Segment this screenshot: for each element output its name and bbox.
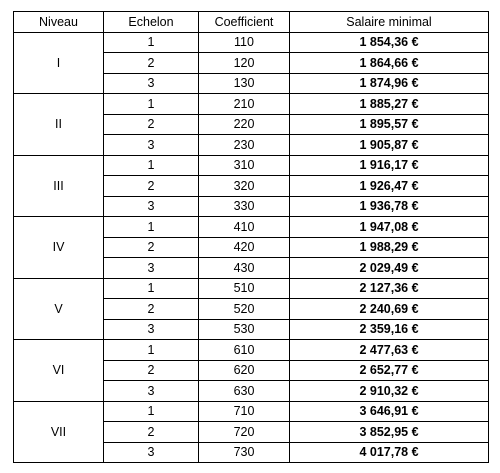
salary-table-body: [14, 32, 489, 463]
salary-cell: 2 910,32 €: [290, 381, 489, 402]
coefficient-cell: 110: [199, 32, 290, 53]
salary-cell: 1 854,36 €: [290, 32, 489, 53]
table-row: [14, 217, 489, 238]
header-coefficient: Coefficient: [199, 12, 290, 33]
niveau-cell: V: [14, 278, 104, 340]
table-row: [14, 340, 489, 361]
niveau-cell: III: [14, 155, 104, 217]
salary-cell: 1 895,57 €: [290, 114, 489, 135]
salary-cell: 1 926,47 €: [290, 176, 489, 197]
salary-cell: 1 874,96 €: [290, 73, 489, 94]
salary-table: [13, 11, 489, 463]
niveau-cell: IV: [14, 217, 104, 279]
echelon-cell: 3: [104, 442, 199, 463]
salary-cell: 2 477,63 €: [290, 340, 489, 361]
salary-cell: 1 864,66 €: [290, 53, 489, 74]
echelon-cell: 3: [104, 135, 199, 156]
coefficient-cell: 120: [199, 53, 290, 74]
coefficient-cell: 730: [199, 442, 290, 463]
salary-cell: 1 916,17 €: [290, 155, 489, 176]
coefficient-cell: 210: [199, 94, 290, 115]
echelon-cell: 3: [104, 73, 199, 94]
salary-cell: 3 852,95 €: [290, 422, 489, 443]
coefficient-cell: 320: [199, 176, 290, 197]
salary-cell: 2 029,49 €: [290, 258, 489, 279]
coefficient-cell: 510: [199, 278, 290, 299]
salary-cell: 1 885,27 €: [290, 94, 489, 115]
salary-cell: 2 359,16 €: [290, 319, 489, 340]
salary-cell: 2 127,36 €: [290, 278, 489, 299]
salary-cell: 1 947,08 €: [290, 217, 489, 238]
header-echelon: Echelon: [104, 12, 199, 33]
echelon-cell: 2: [104, 237, 199, 258]
header-niveau: Niveau: [14, 12, 104, 33]
coefficient-cell: 130: [199, 73, 290, 94]
echelon-cell: 2: [104, 360, 199, 381]
salary-cell: 2 240,69 €: [290, 299, 489, 320]
echelon-cell: 3: [104, 196, 199, 217]
coefficient-cell: 530: [199, 319, 290, 340]
header-salaire: Salaire minimal: [290, 12, 489, 33]
echelon-cell: 1: [104, 32, 199, 53]
echelon-cell: 2: [104, 422, 199, 443]
echelon-cell: 2: [104, 176, 199, 197]
table-row: [14, 401, 489, 422]
coefficient-cell: 710: [199, 401, 290, 422]
echelon-cell: 1: [104, 340, 199, 361]
echelon-cell: 3: [104, 319, 199, 340]
coefficient-cell: 420: [199, 237, 290, 258]
echelon-cell: 1: [104, 94, 199, 115]
coefficient-cell: 520: [199, 299, 290, 320]
coefficient-cell: 430: [199, 258, 290, 279]
echelon-cell: 2: [104, 299, 199, 320]
echelon-cell: 1: [104, 155, 199, 176]
salary-cell: 1 988,29 €: [290, 237, 489, 258]
table-row: [14, 278, 489, 299]
echelon-cell: 2: [104, 114, 199, 135]
echelon-cell: 3: [104, 381, 199, 402]
salary-cell: 3 646,91 €: [290, 401, 489, 422]
coefficient-cell: 720: [199, 422, 290, 443]
echelon-cell: 2: [104, 53, 199, 74]
coefficient-cell: 330: [199, 196, 290, 217]
salary-cell: 1 936,78 €: [290, 196, 489, 217]
echelon-cell: 1: [104, 217, 199, 238]
coefficient-cell: 230: [199, 135, 290, 156]
niveau-cell: VII: [14, 401, 104, 463]
header-row: [14, 12, 489, 33]
table-row: [14, 32, 489, 53]
salary-cell: 4 017,78 €: [290, 442, 489, 463]
table-row: [14, 94, 489, 115]
echelon-cell: 1: [104, 401, 199, 422]
niveau-cell: II: [14, 94, 104, 156]
coefficient-cell: 310: [199, 155, 290, 176]
coefficient-cell: 630: [199, 381, 290, 402]
coefficient-cell: 220: [199, 114, 290, 135]
coefficient-cell: 610: [199, 340, 290, 361]
coefficient-cell: 410: [199, 217, 290, 238]
echelon-cell: 1: [104, 278, 199, 299]
table-row: [14, 155, 489, 176]
echelon-cell: 3: [104, 258, 199, 279]
niveau-cell: VI: [14, 340, 104, 402]
salary-cell: 2 652,77 €: [290, 360, 489, 381]
niveau-cell: I: [14, 32, 104, 94]
salary-cell: 1 905,87 €: [290, 135, 489, 156]
coefficient-cell: 620: [199, 360, 290, 381]
